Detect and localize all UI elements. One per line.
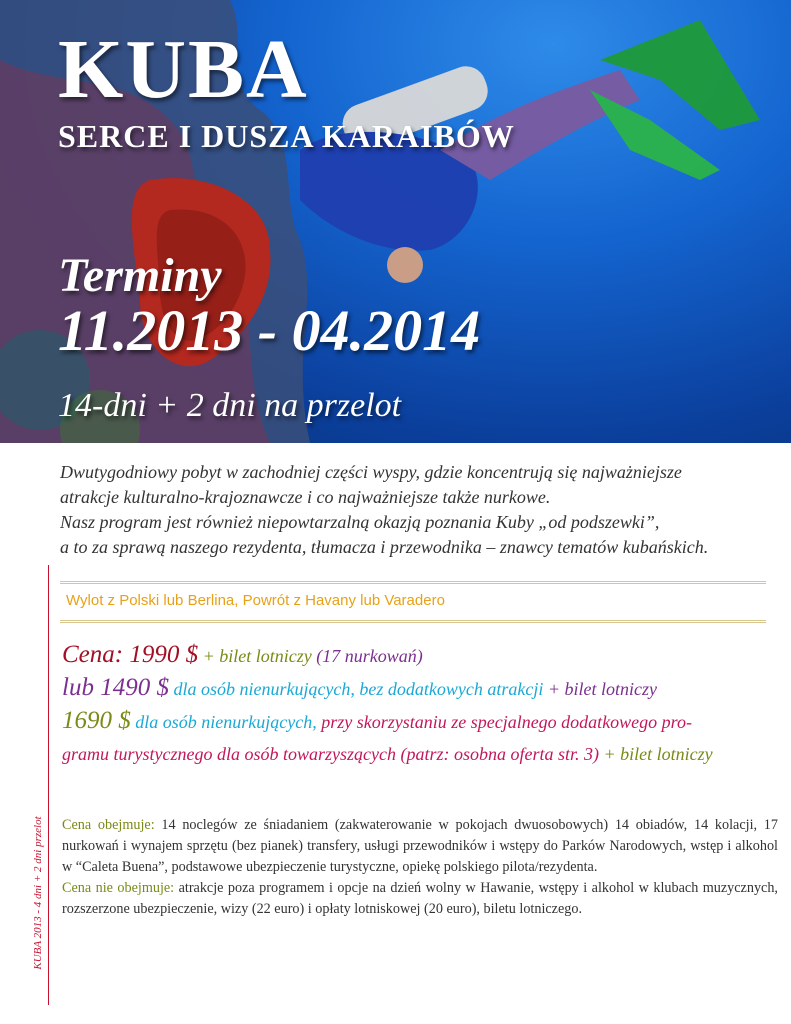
price-line-nondivers <box>62 673 782 706</box>
nondivers-note: dla osób nienurkujących, bez dodatkowych atrakcji <box>168 679 544 699</box>
price-details <box>62 815 778 920</box>
date-range: 11.2013 - 04.2014 <box>58 298 481 363</box>
airfare-note: + bilet lotniczy <box>543 679 657 699</box>
intro-line: a to za sprawą naszego rezydenta, tłumacza i przewodnika – znawcy tematów kubańskich. <box>60 537 709 557</box>
price-nondivers: lub 1490 $ <box>62 674 169 701</box>
intro-line: Dwutygodniowy pobyt w zachodniej części wyspy, gdzie koncentrują się najważniejsze <box>60 462 682 482</box>
page-title: KUBA <box>58 23 309 116</box>
includes-text: 14 noclegów ze śniadaniem (zakwaterowanie w pokojach dwuosobowych) 14 obiadów, 14 kolacji, 17 nurkowań i wynajem sprzętu (bez pianek) transfery, usługi przewodników i wstępy do Parków Narodowych, wstęp i alkohol w “Caleta Buena”, podstawowe ubezpieczenie turystyczne, opiekę polskiego pilota/rezydenta. <box>62 817 778 875</box>
side-caption: KUBA 2013 - 4 dni + 2 dni przelot <box>32 816 44 970</box>
includes-label: Cena obejmuje: <box>62 817 155 833</box>
terms-heading: Terminy <box>58 249 222 302</box>
excludes-paragraph <box>62 878 778 920</box>
flight-info-band <box>60 581 766 623</box>
left-divider-line <box>48 565 49 1005</box>
hero-photo <box>0 0 791 443</box>
excludes-text: atrakcje poza programem i opcje na dzień wolny w Hawanie, wstępy i alkohol w klubach muzycznych, rozszerzone ubezpieczenie, wizy (22 euro) i opłaty lotniskowej (20 euro), biletu lotniczego. <box>62 880 778 917</box>
excludes-label: Cena nie obejmuje: <box>62 880 175 896</box>
price-companion: 1690 $ <box>62 707 131 734</box>
includes-paragraph <box>62 815 778 878</box>
airfare-note: + bilet lotniczy <box>598 744 713 764</box>
companion-note: dla osób nienurkujących, <box>130 712 322 732</box>
flight-info: Wylot z Polski lub Berlina, Powrót z Havany lub Varadero <box>66 592 445 609</box>
price-line-companion-cont <box>62 739 782 771</box>
price-section <box>62 640 782 771</box>
intro-line: atrakcje kulturalno-krajoznawcze i co najważniejsze także nurkowe. <box>60 487 551 507</box>
price-line-companion <box>62 706 782 739</box>
intro-paragraph <box>60 460 780 560</box>
price-line-divers <box>62 640 782 673</box>
intro-line: Nasz program jest również niepowtarzalną okazją poznania Kuby „od podszewki”, <box>60 512 660 532</box>
dives-note: (17 nurkowań) <box>316 646 423 666</box>
companion-program-note: przy skorzystaniu ze specjalnego dodatkowego pro- <box>321 712 693 732</box>
price-main: Cena: 1990 $ <box>62 641 199 668</box>
companion-program-note-cont: gramu turystycznego dla osób towarzyszących (patrz: osobna oferta str. 3) <box>62 744 599 764</box>
airfare-note: + bilet lotniczy <box>198 646 317 666</box>
trip-duration: 14-dni + 2 dni na przelot <box>58 387 402 424</box>
page-subtitle: SERCE I DUSZA KARAIBÓW <box>58 118 515 154</box>
